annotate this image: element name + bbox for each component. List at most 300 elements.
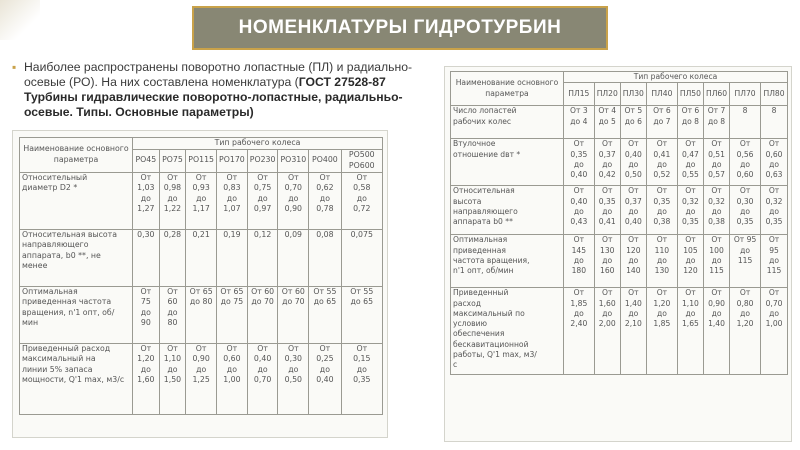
value-line: 130 [600, 245, 615, 255]
value-line: 2,00 [598, 319, 616, 329]
value-cell [278, 172, 309, 229]
value-line: 0,15 [353, 354, 371, 363]
param-name-line: направляющего [22, 240, 89, 249]
value-line: От [288, 172, 299, 182]
value-line: до 180 [571, 255, 587, 276]
value-line: до [602, 159, 613, 169]
value-line: до [628, 159, 639, 169]
value-line: до [257, 193, 268, 203]
value-line: до [602, 206, 613, 216]
value-line: От [257, 343, 268, 353]
value-cell [564, 106, 595, 139]
bullet-paragraph [12, 60, 417, 120]
value-line: до [769, 308, 779, 318]
column-header: ПЛ15 [564, 83, 595, 106]
value-line: 1,50 [163, 375, 182, 384]
bullet-marker: ▪ [12, 60, 17, 74]
param-name-line: приведенная частота [22, 297, 112, 306]
value-line: до [769, 255, 779, 265]
value-line: до [685, 206, 696, 216]
value-line: 0,35 [598, 196, 616, 206]
param-name-line: расход [453, 298, 482, 308]
value-line: 8 [771, 106, 777, 116]
value-line: От 3 [570, 106, 588, 116]
param-name-line: Приведенный [453, 288, 509, 298]
value-cell [620, 139, 646, 186]
value-cell [217, 172, 248, 229]
value-line: От [140, 343, 152, 353]
value-line: 0,83 [223, 183, 241, 192]
value-line: От [226, 343, 238, 353]
value-cell [594, 106, 620, 139]
value-cell [278, 286, 309, 343]
value-line: От [768, 139, 780, 149]
value-cell [217, 229, 248, 286]
value-line: до [140, 193, 151, 203]
value-line: 0,40 до [570, 196, 588, 216]
param-name-line: Относительная высота [22, 229, 117, 239]
value-cell [217, 343, 248, 414]
value-line: От 60 [251, 286, 275, 296]
column-header: РО45 [133, 149, 160, 172]
value-cell [133, 229, 160, 286]
param-name-line: вращения, n'1 опт, об/ [22, 307, 115, 317]
value-line: От 6 [681, 106, 700, 116]
param-name-line: максимальный на [22, 354, 96, 363]
value-line: От [319, 343, 331, 353]
value-line: От [319, 172, 331, 182]
value-line: От [257, 172, 268, 182]
value-line: до [167, 364, 178, 374]
value-line: От [602, 186, 613, 196]
value-line: 0,42 [598, 170, 616, 180]
value-line: 1,20 [137, 354, 155, 363]
column-header: ПЛ30 [620, 83, 646, 106]
value-cell [186, 172, 217, 229]
value-line: до [769, 159, 779, 169]
value-line: От [573, 288, 585, 298]
header-row [20, 138, 383, 150]
value-cell [186, 229, 217, 286]
value-line: 0,90 [708, 298, 725, 308]
value-cell [761, 186, 788, 235]
slide-title: НОМЕНКЛАТУРЫ ГИДРОТУРБИН [192, 6, 608, 50]
value-line: 1,85 до [570, 298, 588, 318]
column-header: РО230 [247, 149, 278, 172]
value-cell [217, 286, 248, 343]
value-line: От 0,56 [736, 139, 754, 159]
header-param-name-text: Наименование основного параметра [23, 144, 129, 164]
value-line: 0,63 [765, 170, 783, 180]
value-cell [341, 172, 382, 229]
value-cell [133, 286, 160, 343]
value-line: до [196, 364, 207, 374]
param-name-line: условию [453, 319, 487, 329]
value-line: От 65 [189, 286, 213, 296]
value-cell [761, 139, 788, 186]
value-line: 0,40 [253, 354, 272, 363]
param-name [20, 172, 133, 229]
value-cell [646, 235, 677, 288]
value-line: От [602, 288, 613, 298]
value-line: 1,60 [137, 375, 155, 384]
value-line: до [685, 308, 696, 318]
value-line: 0,35 [681, 217, 699, 227]
value-line: 1,00 [765, 319, 783, 329]
value-line: От [140, 172, 152, 182]
value-line: От 1,20 [653, 288, 671, 308]
value-line: 160 [600, 266, 615, 276]
param-name [451, 139, 564, 186]
value-cell [309, 229, 341, 286]
value-line: От 4 [598, 106, 617, 116]
table-row [20, 286, 383, 343]
value-line: 0,93 [192, 183, 210, 192]
value-cell [703, 139, 729, 186]
value-line: 0,37 [598, 149, 616, 159]
value-line: От 95 [768, 235, 780, 255]
value-line: 0,41 [598, 217, 616, 227]
param-name-line: аппарата b0 ** [453, 217, 513, 227]
value-line: 0,30 [284, 354, 303, 363]
value-line: 0,37 [624, 196, 642, 206]
value-line: 0,51 [708, 149, 725, 159]
param-name-line: n'1 опт, об/мин [453, 266, 514, 276]
value-line: 120 [683, 266, 698, 276]
param-name-line: Оптимальная [453, 235, 508, 245]
value-line: От [167, 343, 178, 353]
value-line: 0,19 [223, 229, 241, 239]
value-line: От [628, 139, 639, 149]
value-cell [620, 186, 646, 235]
value-cell [703, 186, 729, 235]
value-line: 0,60 [223, 354, 241, 363]
value-line: От 7 [707, 106, 726, 116]
ro-parameters-table [19, 137, 383, 415]
value-line: 1,10 [163, 354, 182, 363]
value-line: до [685, 255, 696, 265]
value-cell [730, 139, 761, 186]
value-line: 0,43 [570, 217, 588, 227]
value-line: 1,22 [163, 204, 182, 213]
value-cell [247, 229, 278, 286]
value-line: до 0,35 [736, 206, 754, 227]
value-line: От [628, 288, 639, 298]
value-line: 0,78 [316, 204, 334, 213]
value-line: 0,75 [253, 183, 272, 192]
value-line: 105 [683, 245, 698, 255]
value-line: 0,30 [137, 229, 155, 239]
value-line: От [685, 139, 696, 149]
value-line: 1,03 [137, 183, 155, 192]
value-cell [730, 106, 761, 139]
value-line: 0,40 [316, 375, 334, 384]
value-line: 115 [766, 266, 782, 276]
column-header: ПЛ50 [677, 83, 703, 106]
value-line: От [226, 172, 238, 182]
value-line: От 60 [281, 286, 305, 296]
param-name-line: линии 5% запаса [22, 364, 93, 374]
value-cell [159, 172, 186, 229]
value-cell [703, 235, 729, 288]
value-cell [620, 235, 646, 288]
bullet-text [24, 60, 417, 120]
value-line: От [195, 172, 207, 182]
column-header: ПЛ80 [761, 83, 788, 106]
value-cell [159, 343, 186, 414]
bullet-text-bold: ГОСТ 27528-87 Турбины гидравлические поворотно-лопастные, радиальньо-осевые. Типы. Основные параметры) [24, 75, 403, 119]
value-cell [677, 106, 703, 139]
value-line: до [711, 159, 722, 169]
table-row [451, 139, 788, 186]
value-line: до [628, 308, 639, 318]
param-name [451, 106, 564, 139]
value-line: 0,70 [765, 298, 783, 308]
value-line: От [711, 235, 722, 245]
pl-parameters-table [450, 71, 788, 375]
value-line: 0,98 [163, 183, 182, 192]
table-row [451, 106, 788, 139]
value-cell [646, 186, 677, 235]
header-type: Тип рабочего колеса [133, 138, 383, 150]
table-row [451, 288, 788, 375]
value-line: 0,075 [350, 229, 373, 239]
table-row [451, 235, 788, 288]
param-name-line: Оптимальная [22, 286, 78, 296]
value-cell [646, 288, 677, 375]
value-line: От [573, 186, 585, 196]
value-line: От [711, 139, 722, 149]
value-line: 0,58 [353, 183, 371, 192]
param-name-line: менее [22, 261, 48, 270]
value-line: до [196, 193, 207, 203]
header-type: Тип рабочего колеса [564, 72, 788, 83]
value-line: От [685, 288, 696, 298]
value-line: От [711, 186, 722, 196]
param-name [20, 229, 133, 286]
value-cell [278, 229, 309, 286]
header-param-name-text: Наименование основного параметра [455, 78, 559, 98]
bullet-text-plain: Наиболее распространены поворотно лопастные (ПЛ) и радиально-осевые (РО). На них составлена номенклатура ( [24, 60, 413, 89]
value-line: до 90 [140, 307, 151, 327]
table-row [20, 343, 383, 414]
value-line: 0,70 [284, 183, 303, 192]
value-line: 0,35 [765, 217, 783, 227]
value-cell [309, 343, 341, 414]
value-cell [186, 286, 217, 343]
value-line: до 70 [251, 297, 274, 306]
value-line: 0,47 [681, 149, 699, 159]
column-header: РО400 [309, 149, 341, 172]
value-cell [594, 139, 620, 186]
value-line: 2,10 [624, 319, 642, 329]
param-name-line: диаметр D2 * [22, 183, 78, 192]
value-line: до 115 [737, 245, 753, 265]
param-name-line: мин [22, 318, 39, 327]
table-row [451, 186, 788, 235]
value-line: до 65 [350, 297, 374, 306]
value-line: до [711, 308, 722, 318]
value-line: до 5 [598, 116, 616, 126]
value-line: От 0,41 [653, 139, 671, 159]
value-line: до [226, 193, 237, 203]
value-cell [677, 186, 703, 235]
value-line: 0,32 [708, 196, 725, 206]
value-line: От [167, 172, 178, 182]
value-cell [761, 288, 788, 375]
value-line: 1,17 [192, 204, 210, 213]
value-line: 1,60 [598, 298, 616, 308]
value-line: От [768, 186, 780, 196]
value-line: 1,25 [192, 375, 210, 384]
value-line: От 55 [350, 286, 374, 296]
value-cell [133, 343, 160, 414]
param-name-line: Число лопастей [453, 106, 517, 116]
value-cell [677, 139, 703, 186]
value-line: до 1,20 [736, 308, 754, 329]
value-line: От 0,35 [653, 186, 671, 206]
value-line: От 6 [653, 106, 671, 116]
value-cell [133, 172, 160, 229]
param-name-line: максимальный по [453, 308, 525, 318]
param-name [20, 343, 133, 414]
value-line: 0,60 [765, 149, 783, 159]
param-name-line: отношение dвт * [453, 149, 521, 159]
value-line: до [257, 364, 268, 374]
value-line: 115 [709, 266, 724, 276]
column-header: ПЛ20 [594, 83, 620, 106]
value-line: до [602, 255, 613, 265]
value-line: до [685, 159, 696, 169]
value-line: 8 [742, 106, 748, 116]
value-line: до 80 [167, 307, 178, 327]
param-name-line: Относительный [22, 172, 88, 182]
value-line: до [628, 255, 639, 265]
param-name-line: с [453, 360, 458, 370]
value-line: 0,72 [353, 204, 371, 213]
value-line: 0,55 [681, 170, 699, 180]
value-line: От [288, 343, 299, 353]
value-cell [646, 106, 677, 139]
value-line: От 110 [654, 235, 670, 255]
value-line: 0,90 [284, 204, 303, 213]
value-cell [278, 343, 309, 414]
value-line: От [711, 288, 722, 298]
value-line: до [226, 364, 237, 374]
value-line: до 7 [653, 116, 671, 126]
value-line: до [167, 193, 178, 203]
value-cell [159, 286, 186, 343]
value-cell [703, 288, 729, 375]
value-cell [341, 286, 382, 343]
value-line: От 0,80 [736, 288, 754, 308]
value-line: 0,35 [353, 375, 371, 384]
value-line: От [685, 235, 696, 245]
table-row [20, 229, 383, 286]
value-cell [646, 139, 677, 186]
value-line: От 65 [220, 286, 244, 296]
value-line: От [356, 343, 368, 353]
value-cell [247, 286, 278, 343]
value-cell [564, 235, 595, 288]
value-line: 1,27 [137, 204, 155, 213]
value-cell [677, 235, 703, 288]
value-line: 0,40 [570, 170, 588, 180]
corner-decoration [0, 0, 40, 40]
value-line: до [288, 364, 299, 374]
column-header: ПЛ70 [730, 83, 761, 106]
value-line: 0,12 [253, 229, 272, 239]
value-line: до 6 [624, 116, 642, 126]
param-name-line: Приведенный расход [22, 343, 111, 353]
value-line: 1,40 [708, 319, 725, 329]
value-line: От 75 [140, 286, 152, 306]
pl-parameters-table-image [444, 66, 792, 442]
value-line: 0,08 [316, 229, 334, 239]
column-header: РО170 [217, 149, 248, 172]
value-cell [594, 235, 620, 288]
value-line: 1,00 [223, 375, 241, 384]
value-line: до 0,52 [653, 159, 671, 180]
value-line: 1,40 [624, 298, 642, 308]
value-line: 0,40 [624, 149, 642, 159]
value-line: От 5 [624, 106, 643, 116]
value-line: до 130 [654, 255, 670, 276]
value-line: От 60 [167, 286, 178, 306]
value-line: 0,97 [253, 204, 272, 213]
header-param-name [451, 72, 564, 106]
value-line: 100 [709, 245, 724, 255]
value-line: От 145 [571, 235, 587, 255]
param-name-line: Втулочное [453, 139, 496, 149]
value-line: до 75 [220, 297, 244, 306]
value-line: до 4 [570, 116, 588, 126]
value-line: до 8 [707, 116, 726, 126]
column-header: РО115 [186, 149, 217, 172]
value-line: до [711, 206, 722, 216]
value-line: От 55 [313, 286, 337, 296]
column-header: РО310 [278, 149, 309, 172]
value-line: От 95 [733, 235, 757, 245]
value-line: до [711, 255, 722, 265]
value-cell [341, 229, 382, 286]
value-cell [564, 139, 595, 186]
value-cell [730, 288, 761, 375]
value-line: 0,38 [708, 217, 725, 227]
column-header: ПЛ40 [646, 83, 677, 106]
value-line: 0,90 [192, 354, 210, 363]
value-line: 0,70 [253, 375, 272, 384]
value-cell [730, 235, 761, 288]
value-line: От 0,30 [736, 186, 754, 206]
value-line: 2,40 [570, 319, 588, 329]
param-name-line: мощности, Q'1 max, м3/с [22, 375, 125, 384]
value-line: 0,62 до [316, 183, 334, 203]
param-name-line: рабочих колес [453, 116, 512, 126]
value-cell [594, 186, 620, 235]
value-cell [186, 343, 217, 414]
header-param-name [20, 138, 133, 173]
param-name-line: обеспечения [453, 329, 505, 339]
param-name-line: частота вращения, [453, 255, 530, 265]
value-line: 0,50 [284, 375, 303, 384]
value-line: 0,21 [192, 229, 210, 239]
value-cell [341, 343, 382, 414]
value-line: От [573, 139, 585, 149]
ro-parameters-table-image [12, 130, 388, 438]
value-cell [761, 106, 788, 139]
value-cell [730, 186, 761, 235]
